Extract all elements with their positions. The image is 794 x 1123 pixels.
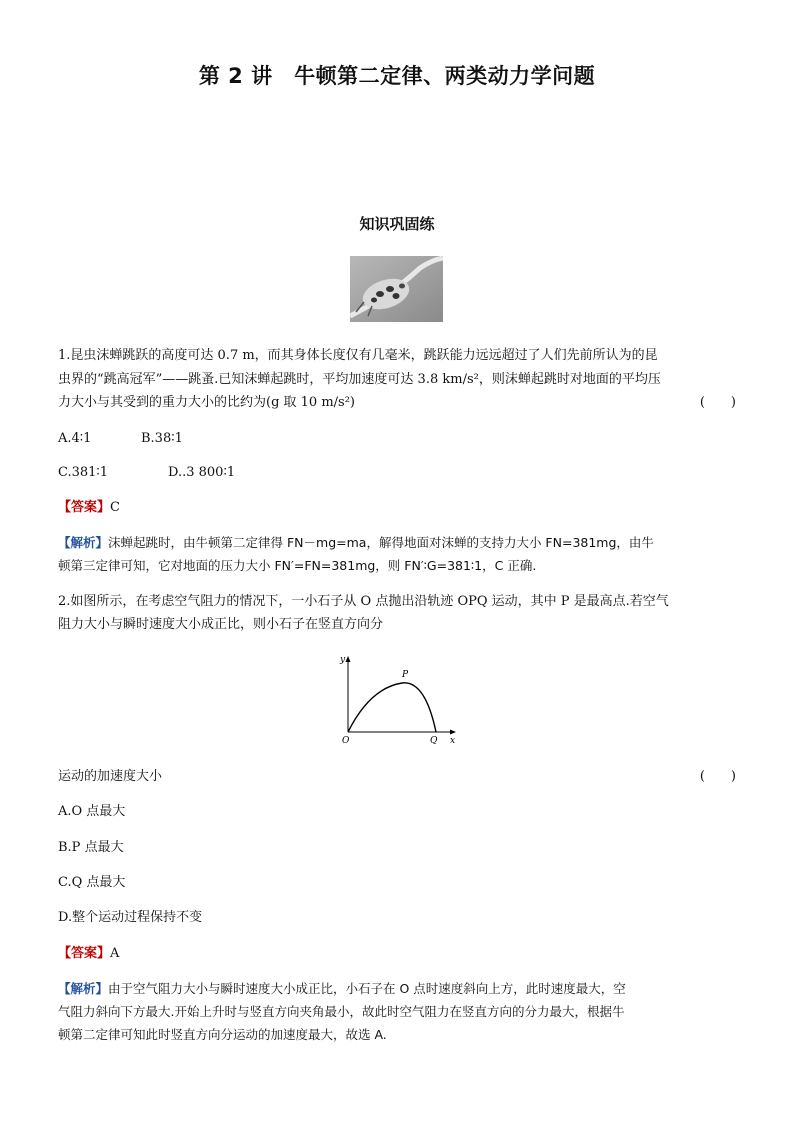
explanation-text: 沫蝉起跳时，由牛顿第二定律得 FN－mg=ma，解得地面对沫蝉的支持力大小 FN=381mg，由牛 [108, 535, 654, 550]
q1-option-b: B.38∶1 [141, 431, 183, 446]
q1-option-d: D..3 800∶1 [168, 465, 236, 480]
answer-tag: 【答案】 [58, 500, 111, 515]
graph-point-p: P [402, 670, 409, 680]
explanation-tag: 【解析】 [58, 981, 109, 996]
q2-option-b: B.P 点最大 [58, 840, 124, 855]
q2-explanation-2: 气阻力斜向下方最大.开始上升时与竖直方向夹角最小，故此时空气阻力在竖直方向的分力最大，根据牛 [58, 1004, 625, 1019]
q2-explanation-3: 顿第二定律可知此时竖直方向分运动的加速度最大，故选 A. [58, 1027, 387, 1042]
q2-option-d: D.整个运动过程保持不变 [58, 910, 203, 925]
graph-x-label: x [450, 736, 456, 744]
q1-option-a: A.4∶1 [58, 431, 92, 446]
q1-line-3: 力大小与其受到的重力大小的比约为(g 取 10 m/s²) [58, 395, 355, 410]
graph-y-label: y [340, 655, 346, 665]
q1-explanation-1 [58, 533, 654, 552]
graph-point-o: O [342, 736, 350, 744]
insect-photo [350, 256, 443, 322]
trajectory-graph [330, 652, 460, 744]
q1-line-1: 1.昆虫沫蝉跳跃的高度可达 0.7 m，而其身体长度仅有几毫米，跳跃能力远远超过了人们先前所认为的昆 [58, 348, 658, 363]
q2-explanation-1 [58, 979, 626, 998]
answer-value: A [110, 946, 120, 961]
q1-line-2: 虫界的“跳高冠军”——跳蚤.已知沫蝉起跳时，平均加速度可达 3.8 km/s²，则沫蝉起跳时对地面的平均压 [58, 372, 661, 387]
answer-tag: 【答案】 [58, 946, 111, 961]
q1-explanation-2: 顿第三定律可知，它对地面的压力大小 FN′=FN=381mg，则 FN′∶G=381∶1，C 正确. [58, 558, 537, 573]
q1-option-c: C.381∶1 [58, 465, 109, 480]
graph-point-q: Q [430, 736, 438, 744]
section-heading: 知识巩固练 [359, 215, 435, 233]
q2-line-3: 运动的加速度大小 [58, 769, 163, 784]
q2-option-a: A.O 点最大 [58, 804, 126, 819]
explanation-tag: 【解析】 [58, 535, 109, 550]
q2-option-c: C.Q 点最大 [58, 875, 126, 890]
q1-answer-blank: ( ) [699, 395, 736, 410]
q2-answer-row [58, 944, 119, 963]
answer-value: C [110, 500, 120, 515]
q2-line-1: 2.如图所示，在考虑空气阻力的情况下，一小石子从 O 点抛出沿轨迹 OPQ 运动，其中 P 是最高点.若空气 [58, 594, 669, 609]
q2-answer-blank: ( ) [699, 769, 736, 784]
q1-answer-row [58, 498, 120, 517]
explanation-text: 由于空气阻力大小与瞬时速度大小成正比，小石子在 O 点时速度斜向上方，此时速度最大，空 [108, 981, 626, 996]
page-title: 第 2 讲 牛顿第二定律、两类动力学问题 [198, 64, 596, 88]
q2-line-2: 阻力大小与瞬时速度大小成正比，则小石子在竖直方向分 [58, 617, 384, 632]
